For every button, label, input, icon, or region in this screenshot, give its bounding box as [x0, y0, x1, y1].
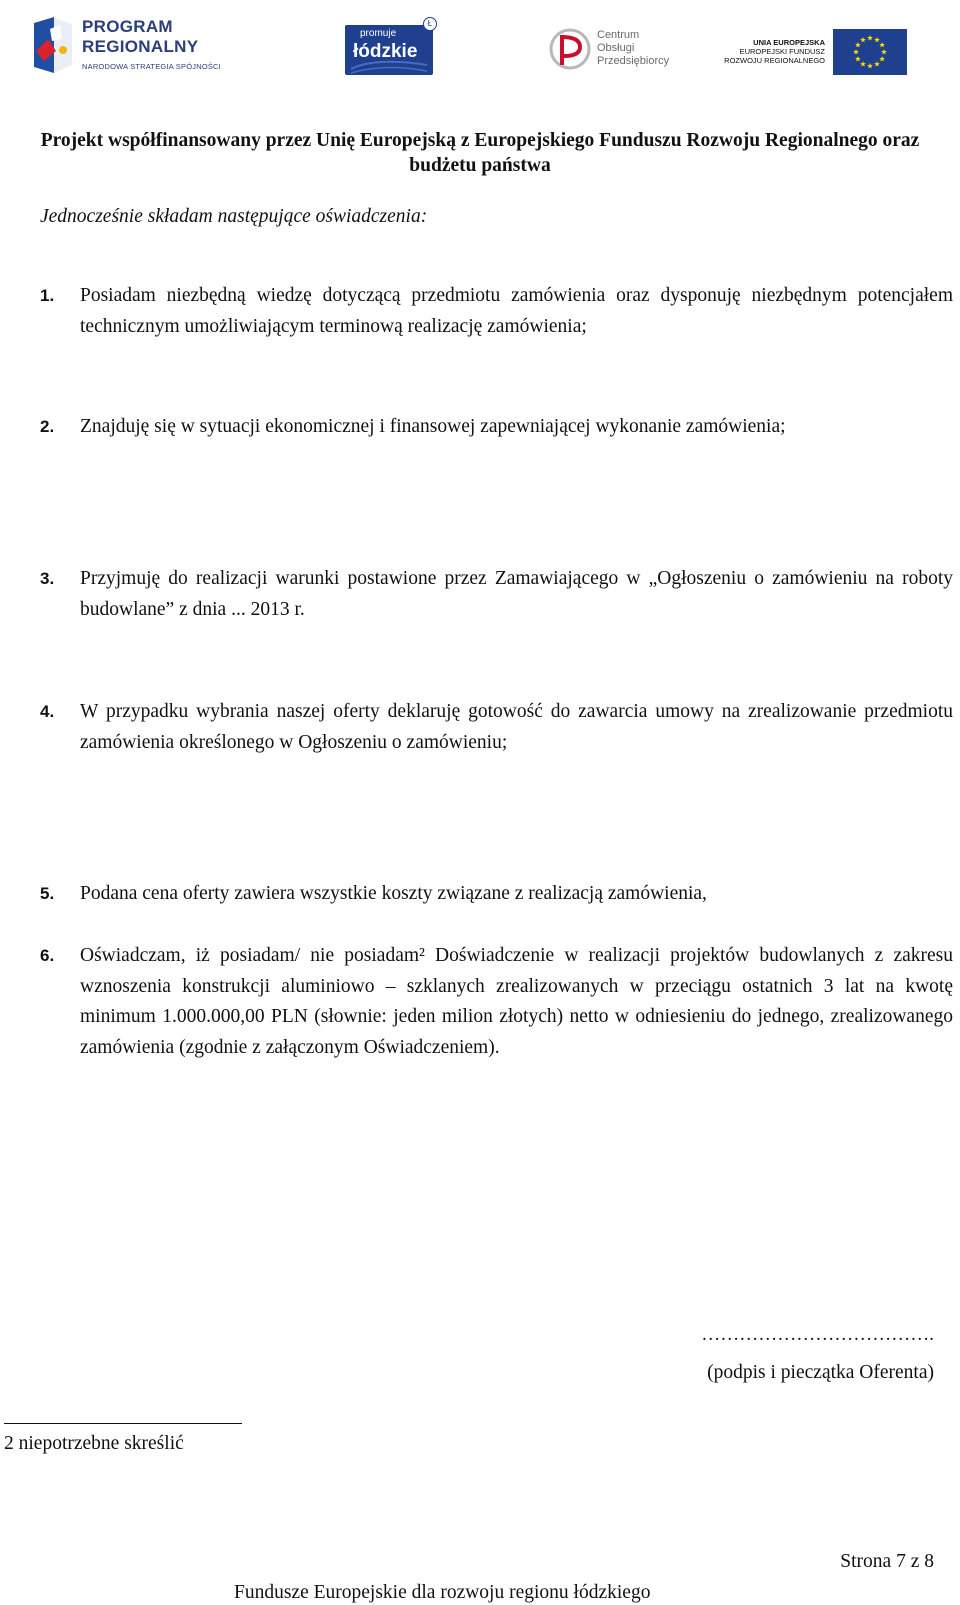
- eu-star-icon: [867, 63, 873, 68]
- statement-text: Znajduję się w sytuacji ekonomicznej i finansowej zapewniającej wykonanie zamówienia;: [80, 416, 786, 437]
- eu-flag-icon: [833, 29, 907, 75]
- eu-star-icon: [855, 42, 861, 47]
- signature-line: ……………………………….: [701, 1324, 934, 1345]
- footnote-separator: [4, 1423, 242, 1424]
- eu-star-icon: [860, 37, 866, 42]
- eu-star-icon: [853, 49, 859, 54]
- statement-item-1: [40, 281, 953, 342]
- statement-text: Posiadam niezbędną wiedzę dotyczącą przedmiotu zamówienia oraz dysponuję niezbędnym potencjałem technicznym umożliwiającym terminową realizację zamówienia;: [80, 285, 953, 337]
- program-regionalny-emblem-icon: [30, 15, 76, 77]
- page-footer: Fundusze Europejskie dla rozwoju regionu łódzkiego: [234, 1582, 651, 1603]
- statement-item-5: [40, 879, 953, 910]
- statement-number: 5.: [40, 884, 55, 903]
- cop-logo: [548, 25, 670, 75]
- promuje-lodzkie-small: promuje: [360, 28, 397, 39]
- statement-item-4: [40, 697, 953, 758]
- statement-text: W przypadku wybrania naszej oferty deklaruję gotowość do zawarcia umowy na zrealizowanie przedmiotu zamówienia określonego w Ogłoszeniu o zamówieniu;: [80, 701, 953, 753]
- program-regionalny-line1: PROGRAM: [82, 17, 173, 36]
- statement-text: Przyjmuję do realizacji warunki postawione przez Zamawiającego w „Ogłoszeniu o zamówieniu na roboty budowlane” z dnia ... 2013 r.: [80, 568, 953, 620]
- cop-line1: Centrum: [597, 29, 640, 41]
- statement-text: Oświadczam, iż posiadam/ nie posiadam² Doświadczenie w realizacji projektów budowlanych z zakresu wznoszenia konstrukcji aluminiowo – szklanych zrealizowanych w przeciągu ostatnich 3 lat na kwotę minimum 1.000.000,00 PLN (słownie: jeden milion złotych) netto w odniesieniu do jednego, zrealizowanego zamówienia (zgodnie z załączonym Oświadczeniem).: [80, 945, 953, 1058]
- statement-number: 6.: [40, 946, 55, 965]
- eu-star-icon: [879, 56, 885, 61]
- eu-logo: [724, 27, 907, 75]
- project-header: [0, 128, 960, 178]
- statement-item-6: [40, 941, 953, 1063]
- promuje-lodzkie-logo: [345, 17, 435, 77]
- program-regionalny-logo: [30, 15, 220, 80]
- eu-line3: ROZWOJU REGIONALNEGO: [724, 56, 825, 65]
- eu-star-icon: [860, 61, 866, 66]
- eu-star-icon: [874, 37, 880, 42]
- statement-number: 2.: [40, 417, 55, 436]
- signature-label: (podpis i pieczątka Oferenta): [707, 1362, 934, 1383]
- cop-line2: Obsługi: [597, 42, 635, 54]
- page-number: Strona 7 z 8: [840, 1551, 934, 1572]
- statement-item-2: [40, 412, 953, 443]
- eu-line2: EUROPEJSKI FUNDUSZ: [739, 47, 825, 56]
- eu-star-icon: [855, 56, 861, 61]
- eu-star-icon: [867, 35, 873, 40]
- cop-line3: Przedsiębiorcy: [597, 55, 670, 67]
- project-header-line2: budżetu państwa: [409, 155, 551, 176]
- promuje-lodzkie-mark: Ł: [423, 17, 437, 31]
- statement-number: 3.: [40, 569, 55, 588]
- statement-number: 1.: [40, 286, 55, 305]
- eu-star-icon: [874, 61, 880, 66]
- eu-line1: UNIA EUROPEJSKA: [753, 38, 825, 47]
- footnote-text: 2 niepotrzebne skreślić: [4, 1433, 184, 1454]
- eu-star-icon: [879, 42, 885, 47]
- project-header-line1: Projekt współfinansowany przez Unię Europejską z Europejskiego Funduszu Rozwoju Regionalnego oraz: [40, 130, 920, 151]
- promuje-lodzkie-big: łódzkie: [353, 41, 418, 62]
- program-regionalny-line2: REGIONALNY: [82, 37, 199, 56]
- cop-emblem-icon: [548, 25, 592, 73]
- statement-number: 4.: [40, 702, 55, 721]
- intro-text: Jednocześnie składam następujące oświadczenia:: [40, 206, 428, 227]
- program-regionalny-line3: NARODOWA STRATEGIA SPÓJNOŚCI: [82, 62, 221, 71]
- statement-text: Podana cena oferty zawiera wszystkie koszty związane z realizacją zamówienia,: [80, 883, 707, 904]
- eu-star-icon: [881, 49, 887, 54]
- statement-item-3: [40, 564, 953, 625]
